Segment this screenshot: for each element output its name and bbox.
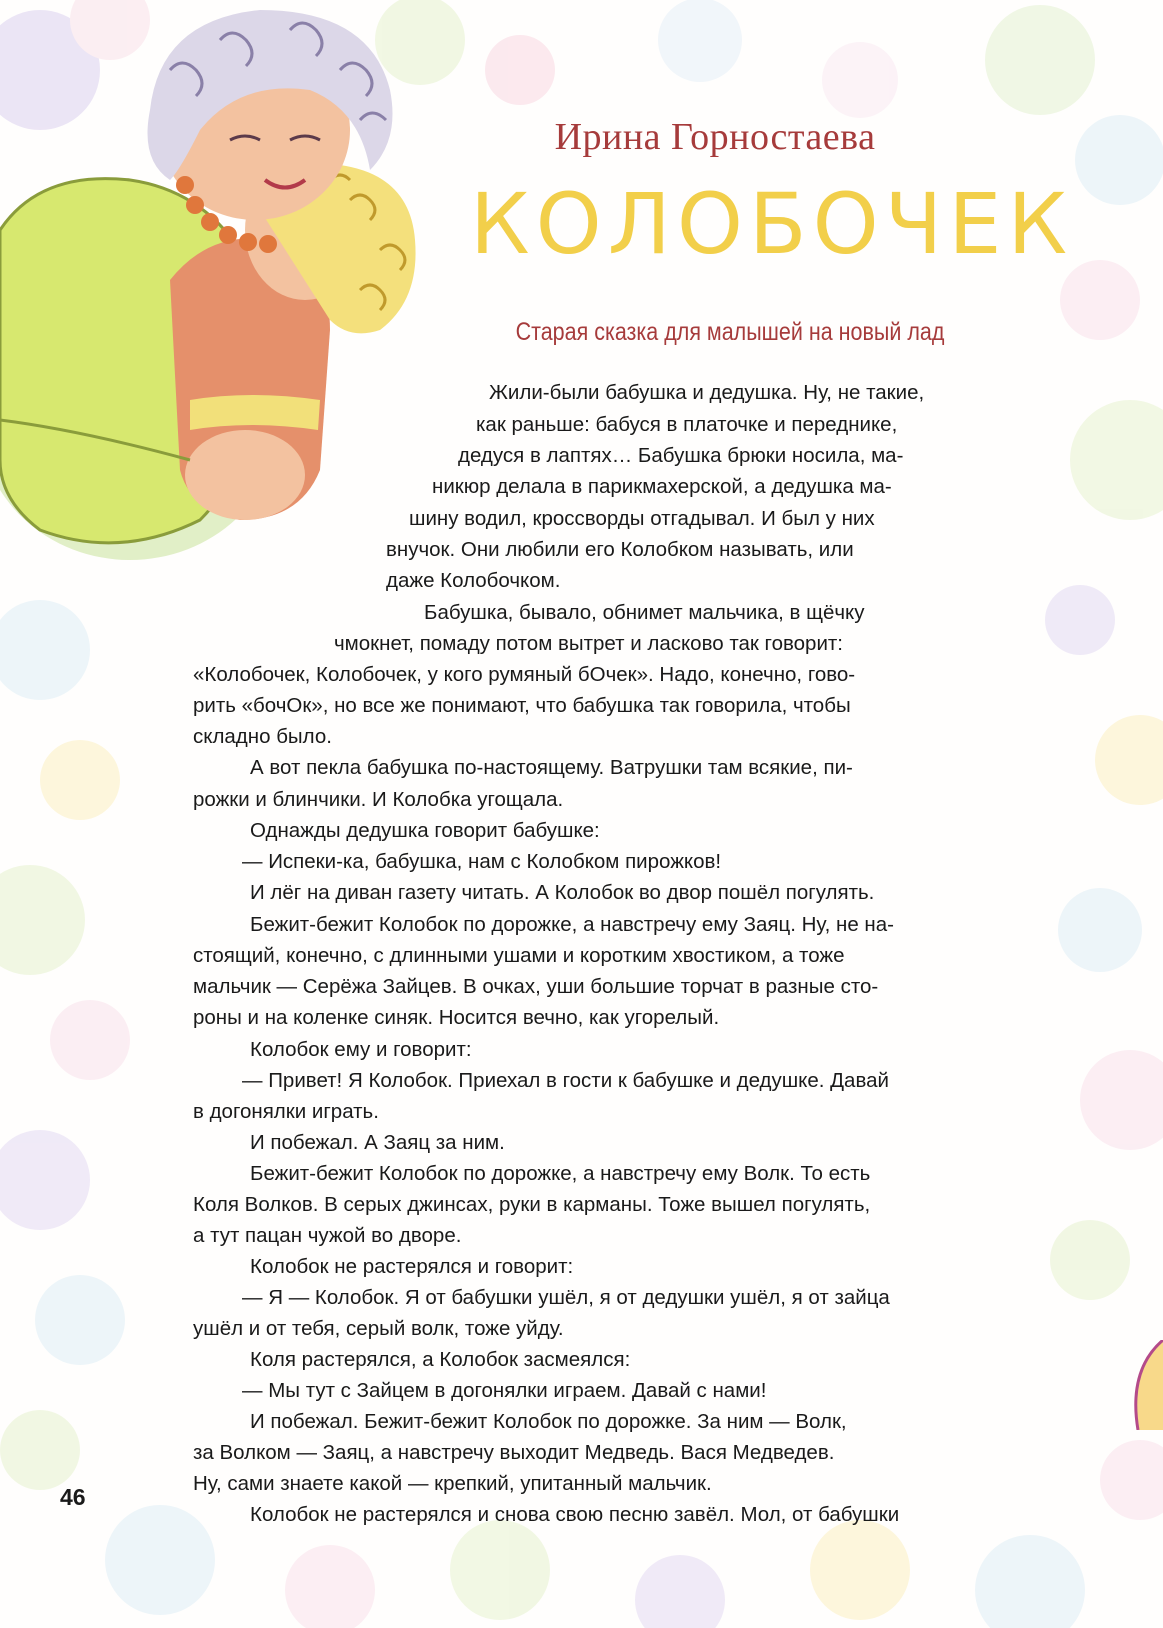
- body-line: дедуся в лаптях… Бабушка брюки носила, ма-: [458, 444, 904, 467]
- body-line: «Колобочек, Колобочек, у кого румяный бОчек». Надо, конечно, гово-: [193, 663, 856, 686]
- body-line: рожки и блинчики. И Колобка угощала.: [193, 788, 564, 811]
- body-line: как раньше: бабуся в платочке и переднике,: [476, 413, 898, 436]
- body-line: — Мы тут с Зайцем в догонялки играем. Давай с нами!: [242, 1379, 767, 1402]
- body-line: ушёл и от тебя, серый волк, тоже уйду.: [193, 1317, 564, 1340]
- body-line: Бежит-бежит Колобок по дорожке, а навстречу ему Волк. То есть: [250, 1162, 871, 1185]
- body-line: И побежал. Бежит-бежит Колобок по дорожке. За ним — Волк,: [250, 1410, 847, 1433]
- body-line: Колобок не растерялся и говорит:: [250, 1255, 574, 1278]
- body-line: Коля растерялся, а Колобок засмеялся:: [250, 1348, 631, 1371]
- body-line: в догонялки играть.: [193, 1100, 379, 1123]
- body-line: Бежит-бежит Колобок по дорожке, а навстречу ему Заяц. Ну, не на-: [250, 913, 894, 936]
- body-line: за Волком — Заяц, а навстречу выходит Медведь. Вася Медведев.: [193, 1441, 835, 1464]
- body-line: а тут пацан чужой во дворе.: [193, 1224, 462, 1247]
- body-line: чмокнет, помаду потом вытрет и ласково так говорит:: [334, 632, 843, 655]
- body-line: Ну, сами знаете какой — крепкий, упитанный мальчик.: [193, 1472, 712, 1495]
- body-line: Жили-были бабушка и дедушка. Ну, не такие,: [489, 381, 925, 404]
- body-line: складно было.: [193, 725, 332, 748]
- body-line: шину водил, кроссворды отгадывал. И был у них: [409, 507, 875, 530]
- body-line: Бабушка, бывало, обнимет мальчика, в щёчку: [424, 601, 865, 624]
- body-line: — Привет! Я Колобок. Приехал в гости к бабушке и дедушке. Давай: [242, 1069, 889, 1092]
- story-title: КОЛОБОЧЕК: [470, 175, 1074, 273]
- body-line: Однажды дедушка говорит бабушке:: [250, 819, 600, 842]
- body-line: Коля Волков. В серых джинсах, руки в карманы. Тоже вышел погулять,: [193, 1193, 871, 1216]
- body-line: И лёг на диван газету читать. А Колобок во двор пошёл погулять.: [250, 881, 875, 904]
- body-line: внучок. Они любили его Колобком называть, или: [386, 538, 854, 561]
- body-line: мальчик — Серёжа Зайцев. В очках, уши большие торчат в разные сто-: [193, 975, 879, 998]
- page-number: 46: [60, 1484, 86, 1510]
- body-line: А вот пекла бабушка по-настоящему. Ватрушки там всякие, пи-: [250, 756, 853, 779]
- body-line: роны и на коленке синяк. Носится вечно, как угорелый.: [193, 1006, 720, 1029]
- body-line: рить «бочОк», но все же понимают, что бабушка так говорила, чтобы: [193, 694, 851, 717]
- body-line: И побежал. А Заяц за ним.: [250, 1131, 505, 1154]
- leaf-corner-decoration: [1128, 1340, 1163, 1430]
- body-line: никюр делала в парикмахерской, а дедушка ма-: [432, 475, 892, 498]
- body-line: — Я — Колобок. Я от бабушки ушёл, я от дедушки ушёл, я от зайца: [242, 1286, 890, 1309]
- story-subtitle: Старая сказка для малышей на новый лад: [515, 318, 945, 346]
- body-line: даже Колобочком.: [386, 569, 561, 592]
- author-name: Ирина Горностаева: [554, 116, 876, 158]
- body-line: Колобок ему и говорит:: [250, 1038, 472, 1061]
- body-line: — Испеки-ка, бабушка, нам с Колобком пирожков!: [242, 850, 722, 873]
- body-line: Колобок не растерялся и снова свою песню завёл. Мол, от бабушки: [250, 1503, 900, 1526]
- grandma-hugging-boy-illustration: [0, 0, 450, 580]
- body-line: стоящий, конечно, с длинными ушами и коротким хвостиком, а тоже: [193, 944, 845, 967]
